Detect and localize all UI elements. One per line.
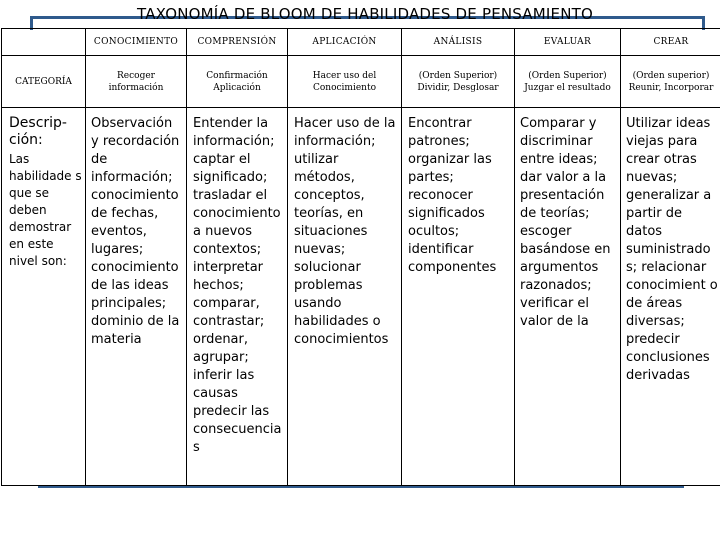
category-analisis: (Orden Superior) Dividir, Desglosar [402, 56, 515, 108]
description-comprension: Entender la información; captar el significado; trasladar el conocimiento a nuevos contextos; interpretar hechos; comparar, contrastar; ordenar, agrupar; inferir las causas predecir las consecuencia s [187, 108, 288, 486]
column-header-crear: CREAR [621, 29, 720, 56]
category-row [2, 56, 720, 108]
category-label: CATEGORÍA [2, 56, 86, 108]
column-header-aplicacion: APLICACIÓN [288, 29, 402, 56]
column-header-evaluar: EVALUAR [515, 29, 621, 56]
corner-cell [2, 29, 86, 56]
column-header-conocimiento: CONOCIMIENTO [86, 29, 187, 56]
page-title: TAXONOMÍA DE BLOOM DE HABILIDADES DE PENSAMIENTO [137, 5, 593, 23]
column-header-comprension: COMPRENSIÓN [187, 29, 288, 56]
category-conocimiento: Recoger información [86, 56, 187, 108]
description-label-cell [2, 108, 86, 486]
category-evaluar: (Orden Superior) Juzgar el resultado [515, 56, 621, 108]
description-label: Descrip- ción: [9, 115, 67, 148]
description-conocimiento: Observación y recordación de información; conocimiento de fechas, eventos, lugares; conocimiento de las ideas principales; dominio de la materia [86, 108, 187, 486]
description-sublabel: Las habilidade s que se deben demostrar en este nivel son: [9, 152, 82, 268]
description-evaluar: Comparar y discriminar entre ideas; dar valor a la presentación de teorías; escoger basándose en argumentos razonados; verificar el valor de la [515, 108, 621, 486]
description-aplicacion: Hacer uso de la información; utilizar métodos, conceptos, teorías, en situaciones nuevas; solucionar problemas usando habilidades o conocimientos [288, 108, 402, 486]
column-header-analisis: ANÁLISIS [402, 29, 515, 56]
header-row [2, 29, 720, 56]
category-crear: (Orden superior) Reunir, Incorporar [621, 56, 720, 108]
category-comprension: Confirmación Aplicación [187, 56, 288, 108]
bloom-taxonomy-table [1, 28, 720, 486]
category-aplicacion: Hacer uso del Conocimiento [288, 56, 402, 108]
description-analisis: Encontrar patrones; organizar las partes; reconocer significados ocultos; identificar componentes [402, 108, 515, 486]
description-crear: Utilizar ideas viejas para crear otras nuevas; generalizar a partir de datos suministrado s; relacionar conocimient o de áreas diversas; predecir conclusiones derivadas [621, 108, 720, 486]
description-row [2, 108, 720, 486]
